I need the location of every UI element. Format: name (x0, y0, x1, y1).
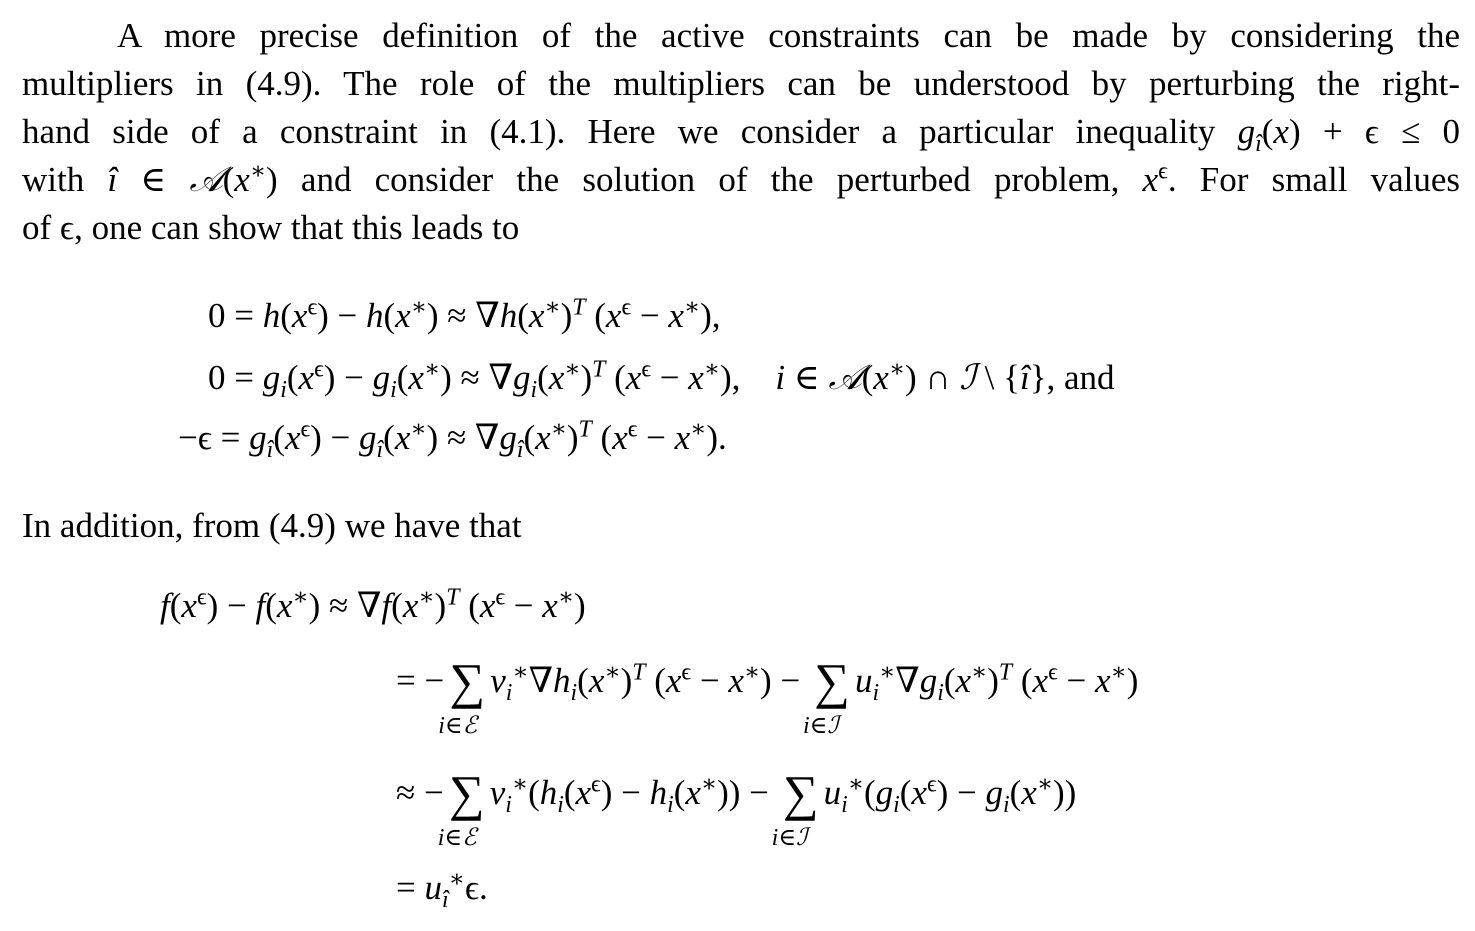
paragraph-1-line-2: multipliers in (4.9). The role of the multipliers can be understood by perturbing the right- (22, 64, 1460, 103)
sum-symbol: ∑ i∈ℰ (438, 653, 486, 739)
sum-limit-i: i∈ℐ (771, 825, 808, 851)
sum-symbol: ∑ i∈ℐ (802, 653, 850, 739)
paragraph-1-line-5: of ϵ, one can show that this leads to (22, 208, 520, 247)
equation-2-row-4: = $u_î^∗\epsilon$. (396, 866, 488, 913)
paragraph-1-line-3: hand side of a constraint in (4.1). Here we consider a particular inequality $g_î(x) + \epsilon \le 0$ (22, 112, 1461, 157)
sum-limit-e: i∈ℰ (437, 825, 477, 851)
paragraph-1 (22, 12, 1460, 252)
equation-1-row-3: $-\epsilon = g_î(x^\epsilon) - g_î(x^∗) \approx \nabla g_î(x^∗)^T$ $(x^\epsilon - x^∗)$. (178, 416, 727, 463)
paragraph-2-line-1: In addition, from (4.9) we have that (22, 506, 522, 545)
equation-2-row-3: ≈ − ∑ i∈ℰ $v_i^∗(h_i(x^\epsilon) - h_i(x^∗))$ − ∑ i∈ℐ $u_i^∗(g_i(x^\epsilon) - g_i(x^∗))$ (396, 765, 1077, 851)
paragraph-1-line-1: A more precise definition of the active constraints can be made by considering the (117, 16, 1460, 55)
sum-symbol: ∑ i∈ℐ (771, 765, 819, 851)
equation-1-row-2: $0 = g_i(x^\epsilon) - g_i(x^∗) \approx \nabla g_i(x^∗)^T$ $(x^\epsilon - x^∗)$, i ∈ 𝒜(x∗) ∩ ℐ \ {î}, and (208, 356, 1115, 403)
equation-2-row-1: $f(x^\epsilon) - f(x^∗) \approx \nabla f(x^∗)^T$ $(x^\epsilon - x^∗)$ (160, 584, 586, 625)
paragraph-2 (22, 502, 1460, 550)
sum-limit-i: i∈ℐ (802, 713, 839, 739)
paragraph-1-line-4: with î ∈ 𝒜(x∗) and consider the solution of the perturbed problem, $x^\epsilon$. For small values (22, 158, 1461, 200)
sum-symbol: ∑ i∈ℰ (437, 765, 485, 851)
sum-limit-e: i∈ℰ (438, 713, 478, 739)
equation-1-row-1: $0 = h(x^\epsilon) - h(x^∗) \approx \nabla h(x^∗)^T$ $(x^\epsilon - x^∗)$, (208, 294, 721, 335)
word-and: and (1064, 358, 1115, 397)
equation-2-row-2: = − ∑ i∈ℰ $v_i^∗\nabla h_i(x^∗)^T$ $(x^\epsilon - x^∗)$ − ∑ i∈ℐ $u_i^∗\nabla g_i(x^∗)^T$ $(x^\epsilon - x^∗)$ (396, 653, 1139, 739)
